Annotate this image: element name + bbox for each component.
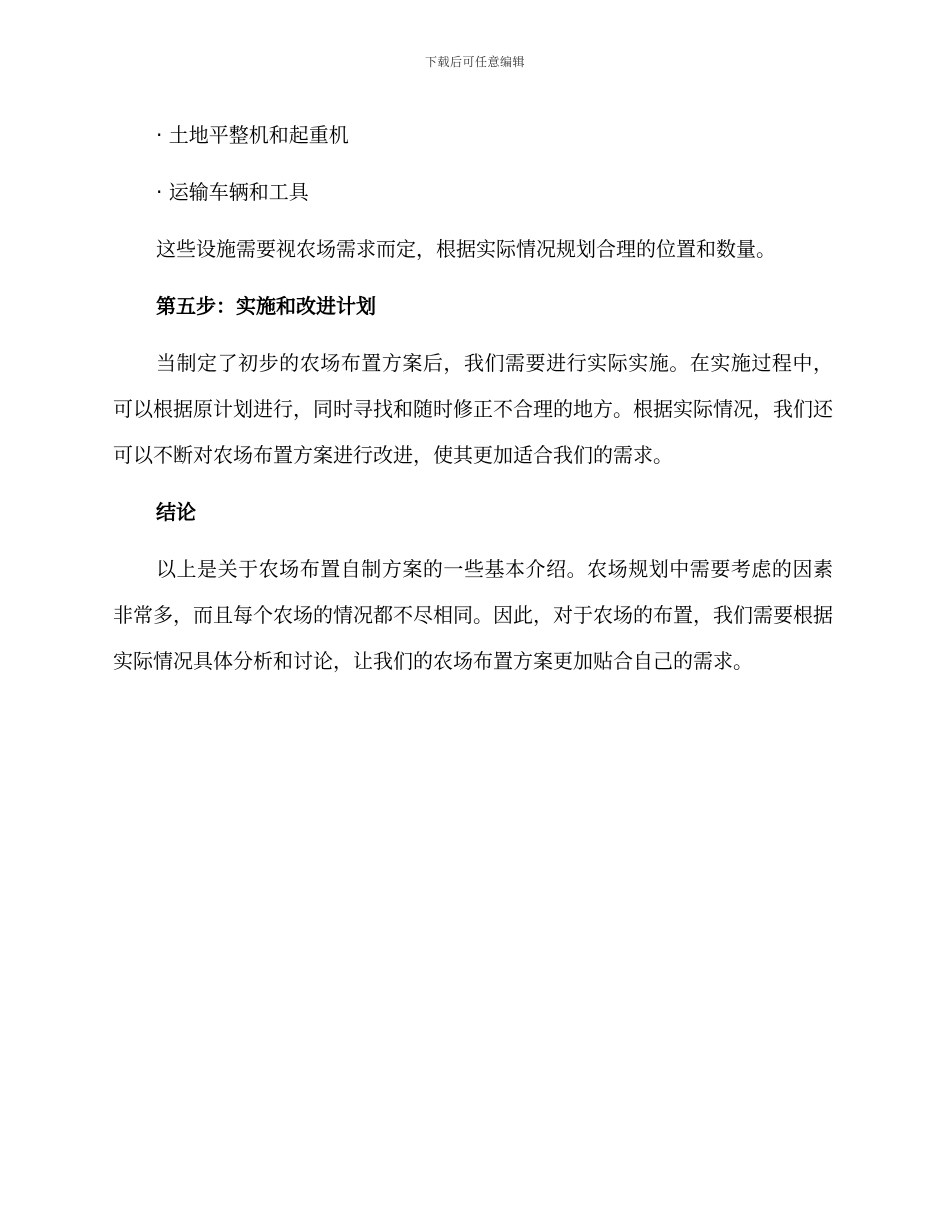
page-header: 下载后可任意编辑 (424, 55, 525, 69)
paragraph-facilities: 这些设施需要视农场需求而定，根据实际情况规划合理的位置和数量。 (156, 237, 776, 261)
section-heading-step5: 第五步：实施和改进计划 (156, 294, 376, 318)
bullet-item-land-leveler: · 土地平整机和起重机 (156, 123, 349, 147)
document-body (113, 112, 833, 695)
bullet-item-transport: · 运输车辆和工具 (156, 180, 309, 204)
paragraph-conclusion: 以上是关于农场布置自制方案的一些基本介绍。农场规划中需要考虑的因素非常多，而且每个农场的情况都不尽相同。因此，对于农场的布置，我们需要根据实际情况具体分析和讨论，让我们的农场布置方案更加贴合自己的需求。 (113, 557, 833, 673)
section-heading-conclusion: 结论 (156, 500, 196, 524)
paragraph-step5: 当制定了初步的农场布置方案后，我们需要进行实际实施。在实施过程中，可以根据原计划进行，同时寻找和随时修正不合理的地方。根据实际情况，我们还可以不断对农场布置方案进行改进，使其更加适合我们的需求。 (113, 351, 833, 467)
